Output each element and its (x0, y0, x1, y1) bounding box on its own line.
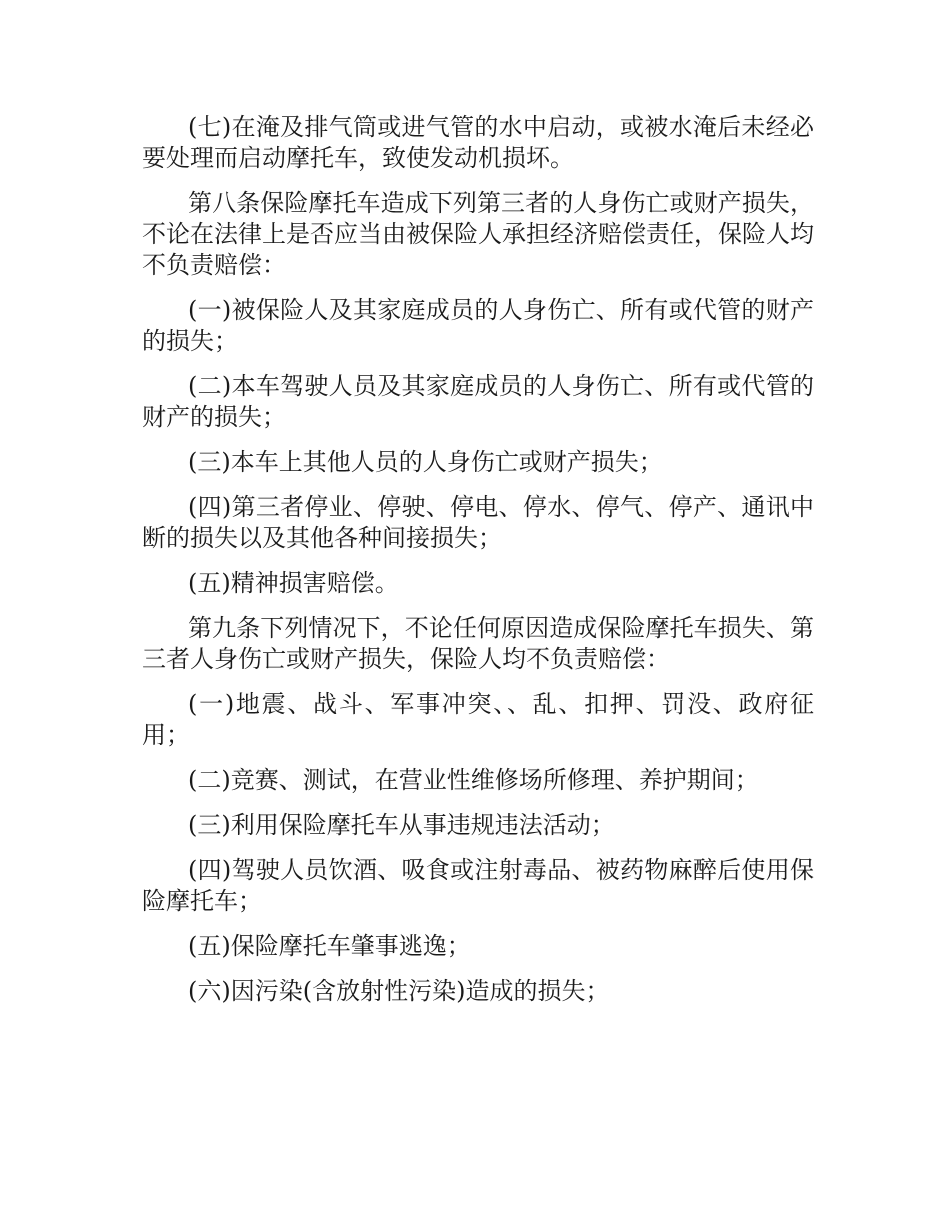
paragraph-article-9-item-5: (五)保险摩托车肇事逃逸； (188, 932, 471, 960)
paragraph-clause-7-7: (七)在淹及排气筒或进气管的水中启动，或被水淹后未经必要处理而启动摩托车，致使发动机损坏。 (142, 113, 814, 172)
paragraph-article-8-item-1: (一)被保险人及其家庭成员的人身伤亡、所有或代管的财产的损失； (142, 296, 814, 355)
paragraph-article-9-item-4: (四)驾驶人员饮酒、吸食或注射毒品、被药物麻醉后使用保险摩托车； (142, 856, 814, 915)
paragraph-article-8-item-3: (三)本车上其他人员的人身伤亡或财产损失； (188, 448, 663, 476)
document-body (142, 112, 814, 1021)
paragraph-article-8: 第八条保险摩托车造成下列第三者的人身伤亡或财产损失，不论在法律上是否应当由被保险人承担经济赔偿责任，保险人均不负责赔偿： (142, 189, 814, 279)
paragraph-article-9: 第九条下列情况下，不论任何原因造成保险摩托车损失、第三者人身伤亡或财产损失，保险人均不负责赔偿： (142, 614, 814, 673)
paragraph-article-9-item-2: (二)竞赛、测试，在营业性维修场所修理、养护期间； (188, 766, 759, 794)
paragraph-article-8-item-2: (二)本车驾驶人员及其家庭成员的人身伤亡、所有或代管的财产的损失； (142, 372, 814, 431)
paragraph-article-8-item-5: (五)精神损害赔偿。 (188, 569, 399, 597)
paragraph-article-9-item-6: (六)因污染(含放射性污染)造成的损失； (188, 977, 610, 1005)
paragraph-article-8-item-4: (四)第三者停业、停驶、停电、停水、停气、停产、通讯中断的损失以及其他各种间接损失； (142, 493, 814, 552)
paragraph-article-9-item-3: (三)利用保险摩托车从事违规违法活动； (188, 811, 615, 839)
paragraph-article-9-item-1: (一)地震、战斗、军事冲突、、乱、扣押、罚没、政府征用； (142, 690, 814, 749)
